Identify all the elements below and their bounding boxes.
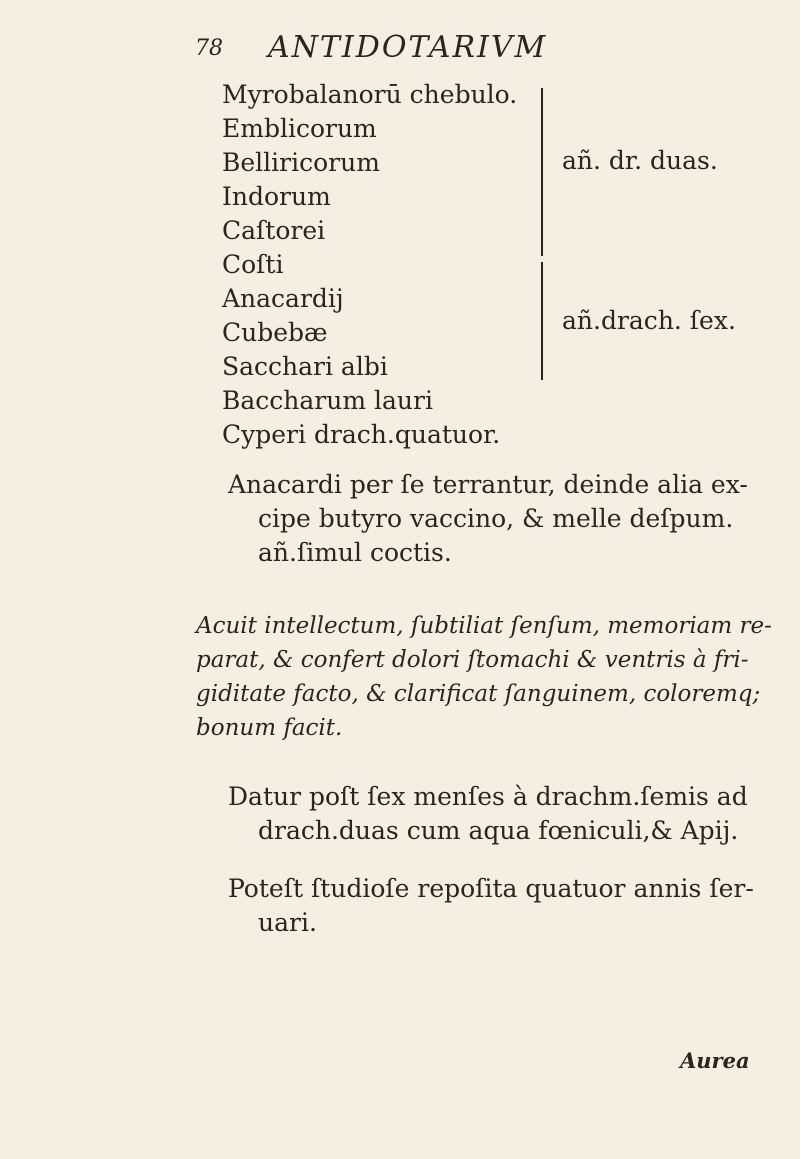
storage-line: uari. [258, 908, 317, 937]
virtues-line: giditate facto, & clarificat ſanguinem, coloremq; [196, 681, 761, 707]
quantity-label-group-2: añ.drach. ſex. [562, 306, 736, 335]
ingredient-line: Baccharum lauri [222, 386, 433, 415]
brace-group-2 [533, 262, 543, 380]
ingredient-line: Indorum [222, 182, 331, 211]
ingredient-line: Emblicorum [222, 114, 377, 143]
ingredient-line: Coſti [222, 250, 284, 279]
ingredient-line: Cubebæ [222, 318, 328, 347]
ingredient-line: Cyperi drach.quatuor. [222, 420, 501, 449]
virtues-line: Acuit intellectum, ſubtiliat ſenſum, memoriam re- [196, 613, 772, 639]
page-number: 78 [195, 36, 223, 61]
virtues-line: parat, & confert dolori ſtomachi & ventris à fri- [196, 647, 749, 673]
running-title: ANTIDOTARIVM [268, 30, 548, 65]
ingredient-line: Sacchari albi [222, 352, 388, 381]
virtues-line: bonum facit. [196, 715, 343, 741]
preparation-line: cipe butyro vaccino, & melle deſpum. [258, 504, 734, 533]
ingredient-line: Caſtorei [222, 216, 326, 245]
storage-line: Poteſt ſtudioſe repoſita quatuor annis ſer- [228, 874, 754, 903]
ingredient-line: Belliricorum [222, 148, 380, 177]
ingredient-line: Anacardij [222, 284, 344, 313]
ingredient-line: Myrobalanorū chebulo. [222, 80, 518, 109]
ingredient-list [222, 78, 562, 452]
preparation-line: Anacardi per ſe terrantur, deinde alia ex- [228, 470, 748, 499]
quantity-label-group-1: añ. dr. duas. [562, 146, 718, 175]
preparation-line: añ.ſimul coctis. [258, 538, 452, 567]
dosage-line: Datur poſt ſex menſes à drachm.ſemis ad [228, 782, 748, 811]
dosage-line: drach.duas cum aqua fœniculi,& Apij. [258, 816, 739, 845]
brace-group-1 [533, 88, 543, 256]
catchword: Aurea [680, 1048, 750, 1073]
